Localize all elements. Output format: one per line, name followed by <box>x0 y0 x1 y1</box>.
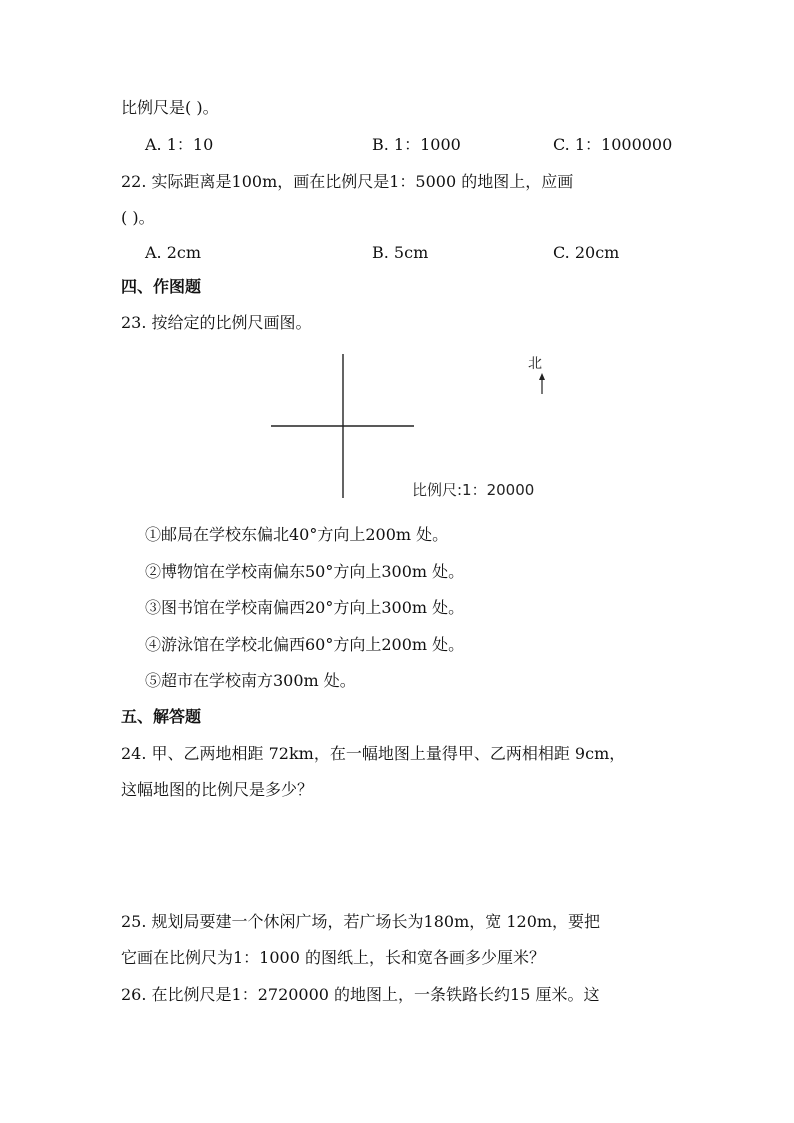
q24-stem-line1: 24. 甲、乙两地相距 72km，在一幅地图上量得甲、乙两相相距 9cm， <box>121 744 626 763</box>
q22-option-a: A. 2cm <box>145 243 202 262</box>
q22-option-b: B. 5cm <box>372 243 429 262</box>
q23-item-5: ⑤超市在学校南方300m 处。 <box>145 671 356 690</box>
q23-item-4: ④游泳馆在学校北偏西60°方向上200m 处。 <box>145 635 465 654</box>
section-heading-answers: 五、解答题 <box>121 707 202 726</box>
q23-item-2: ②博物馆在学校南偏东50°方向上300m 处。 <box>145 562 465 581</box>
q23-stem: 23. 按给定的比例尺画图。 <box>121 313 312 332</box>
q23-figure <box>262 348 562 508</box>
q22-stem-line1: 22. 实际距离是100m，画在比例尺是1：5000 的地图上，应画 <box>121 172 574 191</box>
q21-option-a: A. 1：10 <box>145 135 214 154</box>
q21-option-c: C. 1：1000000 <box>553 135 673 154</box>
q25-stem-line1: 25. 规划局要建一个休闲广场，若广场长为180m，宽 120m，要把 <box>121 912 601 931</box>
q21-stem-tail: 比例尺是( )。 <box>121 98 219 117</box>
q23-item-3: ③图书馆在学校南偏西20°方向上300m 处。 <box>145 598 465 617</box>
q26-stem-line1: 26. 在比例尺是1：2720000 的地图上，一条铁路长约15 厘米。这 <box>121 985 600 1004</box>
north-label: 北 <box>528 356 542 372</box>
q22-stem-line2: ( )。 <box>121 208 155 227</box>
scale-label: 比例尺:1：20000 <box>412 481 535 499</box>
q24-stem-line2: 这幅地图的比例尺是多少？ <box>121 780 314 799</box>
north-arrow-icon <box>539 373 545 394</box>
section-heading-drawing: 四、作图题 <box>121 277 202 296</box>
q25-stem-line2: 它画在比例尺为1：1000 的图纸上，长和宽各画多少厘米？ <box>121 948 545 967</box>
q22-option-c: C. 20cm <box>553 243 620 262</box>
q23-item-1: ①邮局在学校东偏北40°方向上200m 处。 <box>145 525 449 544</box>
q21-option-b: B. 1：1000 <box>372 135 461 154</box>
